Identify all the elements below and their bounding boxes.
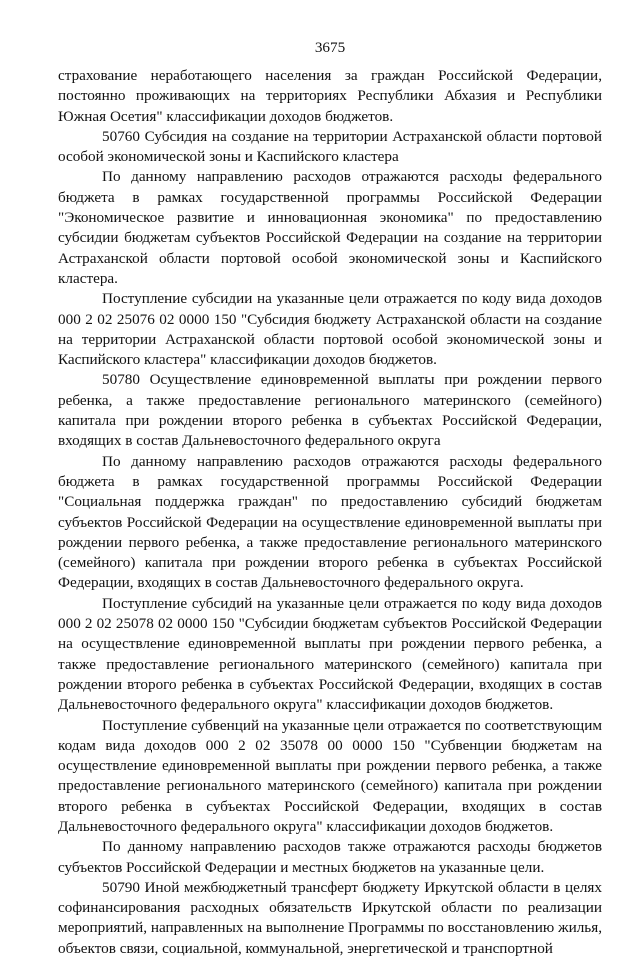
paragraph: Поступление субвенций на указанные цели отражается по соответствующим кодам вида доходов 000 2 02 35078 00 0000 150 "Субвенции бюджетам на осуществление единовременной выплаты при рождении первого ребенка, а также предоставление регионального материнского (семейного) капитала при рождении второго ребенка в субъектах Российской Федерации, входящих в состав Дальневосточного федерального округа" классификации доходов бюджетов. xyxy=(58,716,602,835)
paragraph-code-50760: 50760 Субсидия на создание на территории Астраханской области портовой особой экономической зоны и Каспийского кластера xyxy=(58,127,602,166)
page-number: 3675 xyxy=(314,39,346,56)
paragraph-code-50780: 50780 Осуществление единовременной выплаты при рождении первого ребенка, а также предоставление регионального материнского (семейного) капитала при рождении второго ребенка в субъектах Российской Федерации, входящих в состав Дальневосточного федерального округа xyxy=(58,371,602,450)
paragraph-code-50790: 50790 Иной межбюджетный трансферт бюджету Иркутской области в целях софинансирования расходных обязательств Иркутской области по реализации мероприятий, направленных на выполнение Программы по восстановлению жилья, объектов связи, социальной, коммунальной, энергетической и транспортной xyxy=(58,878,602,957)
paragraph: По данному направлению расходов отражаются расходы федерального бюджета в рамках государственной программы Российской Федерации "Экономическое развитие и инновационная экономика" по предоставлению субсидии бюджетам субъектов Российской Федерации на создание на территории Астраханской области портовой особой экономической зоны и Каспийского кластера. xyxy=(58,168,602,287)
paragraph: По данному направлению расходов также отражаются расходы бюджетов субъектов Российской Федерации и местных бюджетов на указанные цели. xyxy=(58,838,602,876)
paragraph: Поступление субсидий на указанные цели отражается по коду вида доходов 000 2 02 25078 02 0000 150 "Субсидии бюджетам субъектов Российской Федерации на осуществление единовременной выплаты при рождении первого ребенка, а также предоставление регионального материнского (семейного) капитала при рождении второго ребенка в субъектах Российской Федерации, входящих в состав Дальневосточного федерального округа" классификации доходов бюджетов. xyxy=(58,594,602,714)
paragraph: По данному направлению расходов отражаются расходы федерального бюджета в рамках государственной программы Российской Федерации "Социальная поддержка граждан" по предоставлению субсидий бюджетам субъектов Российской Федерации на осуществление единовременной выплаты при рождении первого ребенка, а также предоставление регионального материнского (семейного) капитала при рождении второго ребенка в субъектах Российской Федерации, входящих в состав Дальневосточного федерального округа. xyxy=(58,452,602,592)
paragraph-continuation: страхование неработающего населения за граждан Российской Федерации, постоянно проживающих на территориях Республики Абхазия и Республики Южная Осетия" классификации доходов бюджетов. xyxy=(58,67,602,125)
paragraph: Поступление субсидии на указанные цели отражается по коду вида доходов 000 2 02 25076 02 0000 150 "Субсидия бюджету Астраханской области на создание на территории Астраханской области портовой особой экономической зоны и Каспийского кластера" классификации доходов бюджетов. xyxy=(58,290,602,369)
